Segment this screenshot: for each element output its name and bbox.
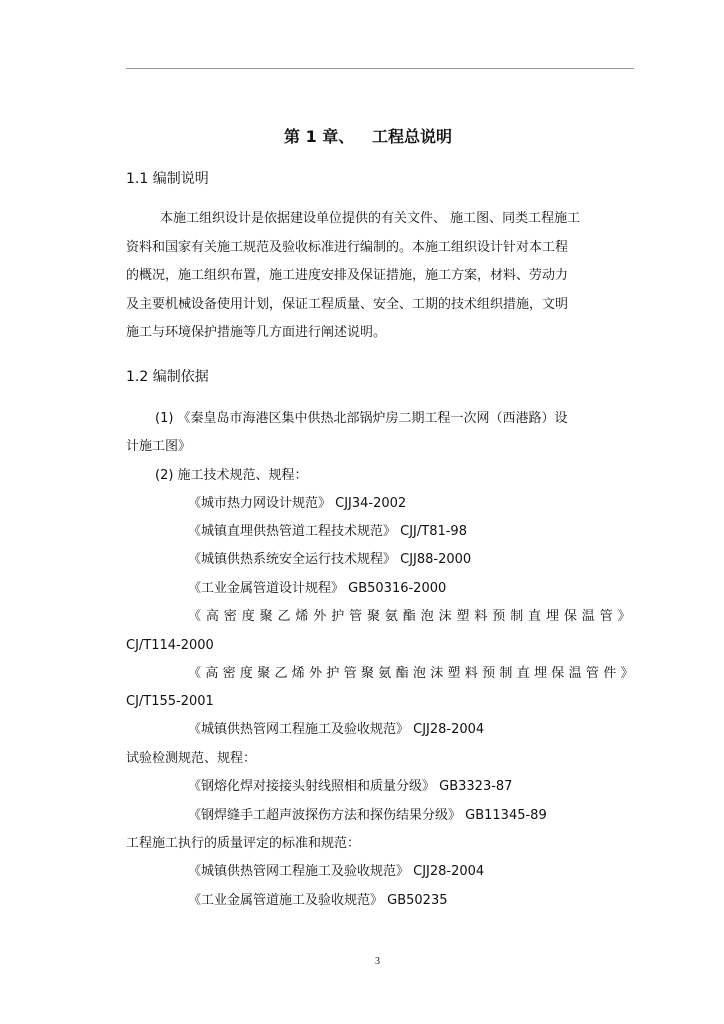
- paragraph-line: 的概况，施工组织布置，施工进度安排及保证措施，施工方案，材料、劳动力: [126, 268, 569, 283]
- quality-heading: 工程施工执行的质量评定的标准和规范：: [126, 836, 361, 851]
- basis-item-2: (2) 施工技术规范、规程：: [155, 468, 308, 483]
- paragraph-line: 施工与环境保护措施等几方面进行阐述说明。: [126, 325, 387, 340]
- basis-item-1-cont: 计施工图》: [126, 439, 192, 454]
- standard-item: 《城镇直埋供热管道工程技术规范》 CJJ/T81-98: [188, 524, 467, 539]
- section-heading-1-1: 1.1 编制说明: [126, 171, 209, 187]
- standard-item: 《城市热力网设计规范》 CJJ34-2002: [188, 496, 407, 511]
- standard-item: 《工业金属管道设计规程》 GB50316-2000: [188, 581, 447, 596]
- paragraph-line: 及主要机械设备使用计划，保证工程质量、安全、工期的技术组织措施，文明: [126, 297, 569, 312]
- basis-item-1: (1) 《秦皇岛市海港区集中供热北部锅炉房二期工程一次网（西港路）设: [155, 411, 568, 426]
- chapter-label: 第 1 章、: [284, 127, 355, 146]
- standard-title-long: 《高密度聚乙烯外护管聚氨酯泡沫塑料预制直埋保温管》: [188, 609, 636, 624]
- chapter-title: 工程总说明: [372, 127, 453, 146]
- standard-code: CJ/T114-2000: [126, 638, 214, 653]
- page-number: 3: [375, 956, 380, 967]
- header-rule: [126, 68, 634, 69]
- standard-item: 《城镇供热管网工程施工及验收规范》 CJJ28-2004: [188, 722, 485, 737]
- quality-item: 《城镇供热管网工程施工及验收规范》 CJJ28-2004: [188, 864, 485, 879]
- paragraph-line: 本施工组织设计是依据建设单位提供的有关文件、 施工图、同类工程施工: [160, 211, 581, 226]
- test-heading: 试验检测规范、规程：: [126, 751, 257, 766]
- paragraph-line: 资料和国家有关施工规范及验收标准进行编制的。本施工组织设计针对本工程: [126, 240, 569, 255]
- standard-code: CJ/T155-2001: [126, 694, 214, 709]
- quality-item: 《工业金属管道施工及验收规范》 GB50235: [188, 893, 448, 908]
- test-item: 《钢焊缝手工超声波探伤方法和探伤结果分级》 GB11345-89: [188, 808, 547, 823]
- standard-item: 《城镇供热系统安全运行技术规程》 CJJ88-2000: [188, 552, 472, 567]
- section-heading-1-2: 1.2 编制依据: [126, 369, 209, 385]
- test-item: 《钢熔化焊对接接头射线照相和质量分级》 GB3323-87: [188, 779, 513, 794]
- standard-title-long: 《高密度聚乙烯外护管聚氨酯泡沫塑料预制直埋保温管件》: [188, 666, 638, 681]
